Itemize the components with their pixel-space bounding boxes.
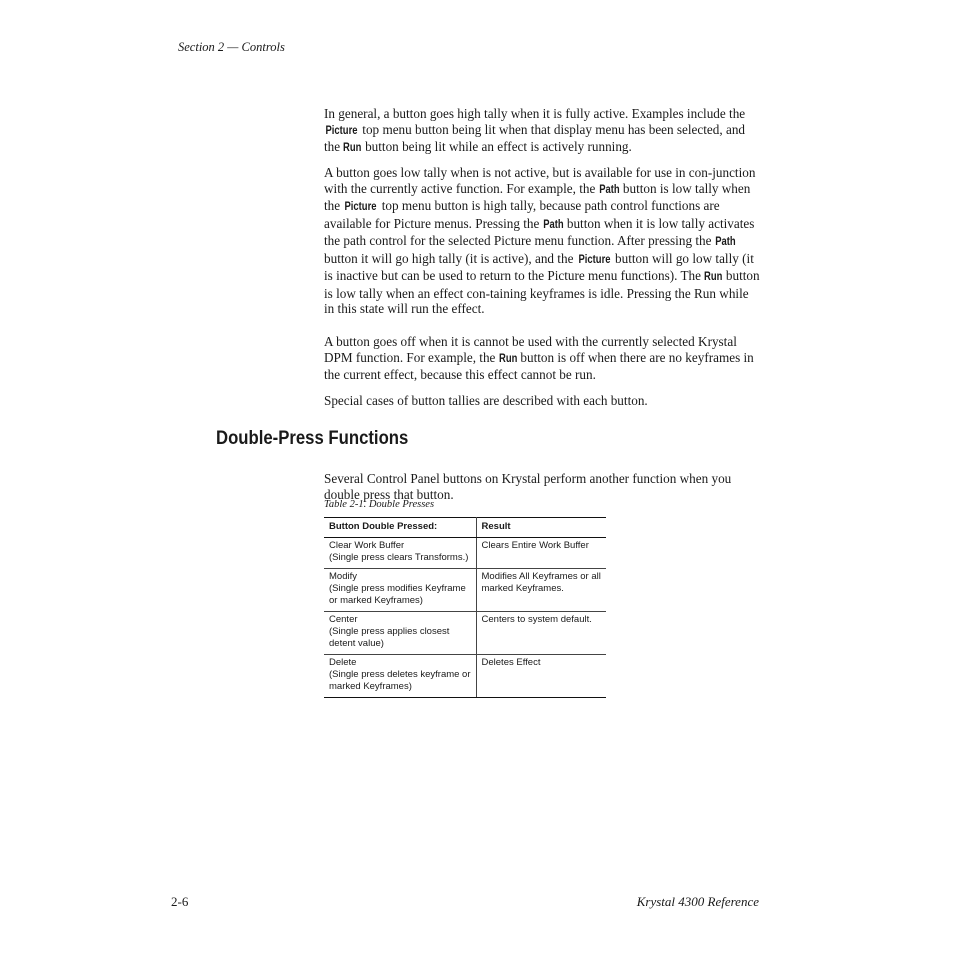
running-header: Section 2 — Controls	[178, 40, 285, 54]
section-heading: Double-Press Functions	[216, 428, 409, 449]
result-cell: Clears Entire Work Buffer	[476, 538, 606, 569]
button-name-path: Path	[542, 218, 564, 231]
double-presses-table	[324, 517, 606, 698]
button-name-picture: Picture	[325, 124, 358, 137]
button-cell: Clear Work Buffer (Single press clears Transforms.)	[324, 538, 476, 569]
column-header-result: Result	[476, 518, 606, 538]
button-name-run: Run	[343, 142, 362, 155]
table-header-row	[324, 518, 606, 538]
table-row	[324, 612, 606, 655]
button-cell: Modify (Single press modifies Keyframe or marked Keyframes)	[324, 569, 476, 612]
paragraph-off-tally: A button goes off when it is cannot be used with the currently selected Krystal DPM function. For example, the Run button is off when there are no keyframes in the current effect, because this effect cannot be run.	[324, 334, 754, 383]
button-name-run: Run	[704, 271, 723, 284]
paragraph-low-tally: A button goes low tally when is not active, but is available for use in con-junction with the currently active function. For example, the Path button is low tally when the Picture top menu button is high tally, because path control functions are available for Picture menus. Pressing the Path button when it is low tally activates the path control for the selected Picture menu function. After pressing the Path button it will go high tally (it is active), and the Picture button will go low tally (it is inactive but can be used to return to the Picture menu functions). The Run button is low tally when an effect con-taining keyframes is idle. Pressing the Run while in this state will run the effect.	[324, 165, 760, 317]
result-cell: Modifies All Keyframes or all marked Keyframes.	[476, 569, 606, 612]
table-caption: Table 2-1. Double Presses	[324, 499, 435, 510]
button-name-picture: Picture	[578, 253, 611, 266]
button-name-run: Run	[498, 352, 518, 365]
column-header-button: Button Double Pressed:	[324, 518, 476, 538]
button-name-path: Path	[714, 236, 736, 249]
button-cell: Delete (Single press deletes keyframe or marked Keyframes)	[324, 655, 476, 698]
result-cell: Deletes Effect	[476, 655, 606, 698]
document-title: Krystal 4300 Reference	[636, 894, 759, 909]
result-cell: Centers to system default.	[476, 612, 606, 655]
paragraph-high-tally: In general, a button goes high tally when it is fully active. Examples include the Picture top menu button being lit when that display menu has been selected, and the Run button being lit while an effect is actively running.	[324, 106, 760, 157]
page-number: 2-6	[171, 894, 189, 909]
table-row	[324, 569, 606, 612]
button-name-path: Path	[598, 183, 620, 196]
paragraph-special-cases: Special cases of button tallies are described with each button.	[324, 393, 648, 409]
button-cell: Center (Single press applies closest detent value)	[324, 612, 476, 655]
table-row	[324, 655, 606, 698]
paragraph-double-press-intro: Several Control Panel buttons on Krystal perform another function when you double press that button.	[324, 471, 732, 502]
button-name-picture: Picture	[344, 201, 377, 214]
table-row	[324, 538, 606, 569]
